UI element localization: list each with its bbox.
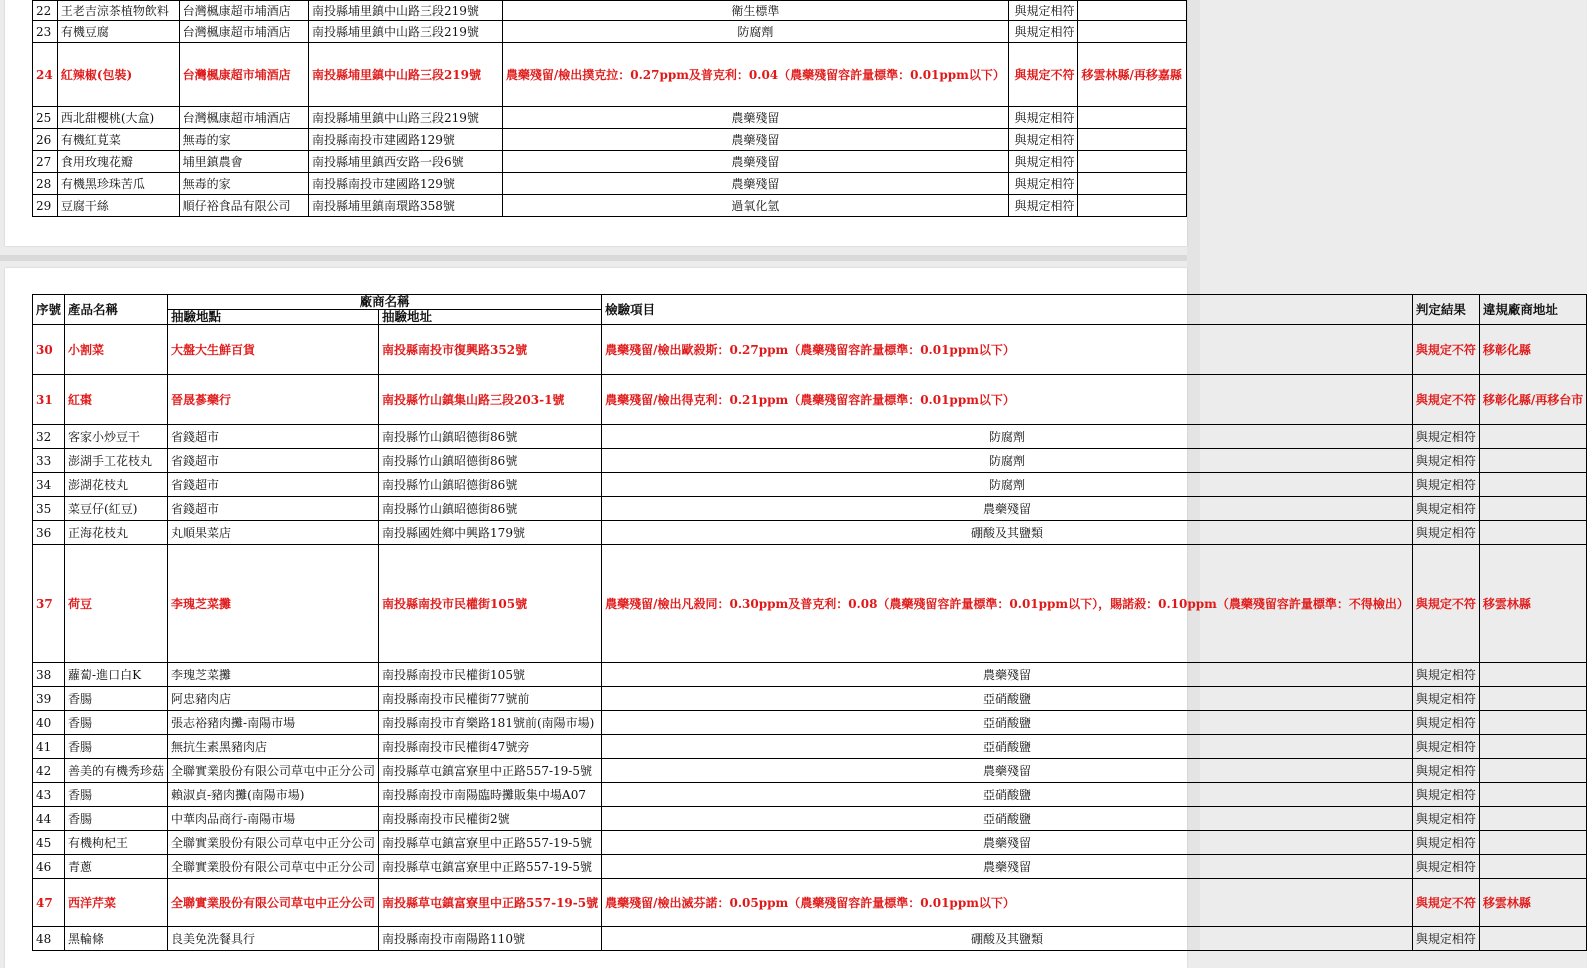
row-test-item: 農藥殘留/檢出凡殺同：0.30ppm及普克利：0.08（農藥殘留容許量標準：0.01ppm以下），賜諾殺：0.10ppm（農藥殘留容許量標準：不得檢出） — [602, 545, 1413, 663]
header-product: 產品名稱 — [65, 295, 168, 325]
row-test-item: 農藥殘留/檢出撲克拉：0.27ppm及普克利：0.04（農藥殘留容許量標準：0.01ppm以下） — [502, 43, 1008, 107]
row-test-item: 農藥殘留/檢出歐殺斯：0.27ppm（農藥殘留容許量標準：0.01ppm以下） — [602, 325, 1413, 375]
table-row — [33, 1, 1187, 21]
row-inspection-site: 張志裕豬肉攤-南陽市場 — [168, 711, 379, 735]
table-row — [33, 21, 1187, 43]
row-violator-address — [1479, 425, 1586, 449]
row-inspection-address: 南投縣草屯鎮富寮里中正路557-19-5號 — [379, 879, 602, 927]
row-number: 43 — [33, 783, 65, 807]
row-product-name: 澎湖花枝丸 — [65, 473, 168, 497]
row-inspection-address: 南投縣南投市復興路352號 — [379, 325, 602, 375]
row-inspection-site: 李瑰芝菜攤 — [168, 545, 379, 663]
row-inspection-site: 全聯實業股份有限公司草屯中正分公司 — [168, 879, 379, 927]
row-number: 32 — [33, 425, 65, 449]
row-test-item: 防腐劑 — [602, 425, 1413, 449]
table-row — [33, 43, 1187, 107]
table-row — [33, 735, 1587, 759]
row-inspection-site: 台灣楓康超市埔酒店 — [179, 107, 308, 129]
table-row — [33, 497, 1587, 521]
row-test-item: 農藥殘留 — [602, 759, 1413, 783]
row-test-item: 農藥殘留 — [602, 831, 1413, 855]
row-violator-address — [1479, 521, 1586, 545]
row-violator-address — [1479, 473, 1586, 497]
row-test-item: 農藥殘留 — [602, 497, 1413, 521]
row-number: 41 — [33, 735, 65, 759]
row-product-name: 小割菜 — [65, 325, 168, 375]
row-result: 與規定相符 — [1412, 783, 1479, 807]
row-violator-address — [1078, 1, 1187, 21]
row-test-item: 防腐劑 — [602, 449, 1413, 473]
row-number: 30 — [33, 325, 65, 375]
row-inspection-site: 全聯實業股份有限公司草屯中正分公司 — [168, 855, 379, 879]
row-number: 26 — [33, 129, 58, 151]
row-violator-address: 移雲林縣 — [1479, 879, 1586, 927]
inspection-table-page-2 — [32, 294, 1587, 951]
row-inspection-address: 南投縣竹山鎮昭德街86號 — [379, 497, 602, 521]
row-number: 35 — [33, 497, 65, 521]
row-result: 與規定相符 — [1412, 425, 1479, 449]
row-number: 40 — [33, 711, 65, 735]
row-product-name: 西北甜櫻桃(大盒) — [57, 107, 179, 129]
row-inspection-address: 南投縣埔里鎮中山路三段219號 — [308, 1, 502, 21]
row-inspection-address: 南投縣南投市育樂路181號前(南陽市場) — [379, 711, 602, 735]
row-inspection-address: 南投縣草屯鎮富寮里中正路557-19-5號 — [379, 855, 602, 879]
header-violator: 違規廠商地址 — [1479, 295, 1586, 325]
header-vendor: 廠商名稱 — [168, 295, 602, 310]
row-inspection-address: 南投縣國姓鄉中興路179號 — [379, 521, 602, 545]
row-violator-address — [1479, 497, 1586, 521]
table-row — [33, 375, 1587, 425]
row-inspection-site: 省錢超市 — [168, 497, 379, 521]
row-inspection-address: 南投縣南投市南陽路110號 — [379, 927, 602, 951]
row-result: 與規定相符 — [1412, 497, 1479, 521]
row-violator-address — [1078, 21, 1187, 43]
row-test-item: 硼酸及其鹽類 — [602, 927, 1413, 951]
row-inspection-address: 南投縣埔里鎮西安路一段6號 — [308, 151, 502, 173]
row-inspection-address: 南投縣竹山鎮昭德街86號 — [379, 449, 602, 473]
row-product-name: 黑輪條 — [65, 927, 168, 951]
row-result: 與規定相符 — [1008, 151, 1078, 173]
row-inspection-site: 大盤大生鮮百貨 — [168, 325, 379, 375]
row-product-name: 有機豆腐 — [57, 21, 179, 43]
row-result: 與規定相符 — [1008, 129, 1078, 151]
row-inspection-address: 南投縣竹山鎮昭德街86號 — [379, 473, 602, 497]
row-inspection-address: 南投縣埔里鎮中山路三段219號 — [308, 43, 502, 107]
row-product-name: 香腸 — [65, 783, 168, 807]
row-test-item: 亞硝酸鹽 — [602, 711, 1413, 735]
row-number: 31 — [33, 375, 65, 425]
row-violator-address — [1078, 129, 1187, 151]
row-inspection-address: 南投縣南投市民權街47號旁 — [379, 735, 602, 759]
row-inspection-site: 省錢超市 — [168, 449, 379, 473]
row-test-item: 農藥殘留 — [602, 855, 1413, 879]
row-inspection-site: 台灣楓康超市埔酒店 — [179, 43, 308, 107]
row-result: 與規定相符 — [1008, 1, 1078, 21]
row-result: 與規定相符 — [1008, 173, 1078, 195]
row-test-item: 衛生標準 — [502, 1, 1008, 21]
row-inspection-site: 晉晟蔘藥行 — [168, 375, 379, 425]
row-violator-address — [1479, 687, 1586, 711]
row-number: 25 — [33, 107, 58, 129]
row-result: 與規定相符 — [1412, 663, 1479, 687]
row-number: 36 — [33, 521, 65, 545]
inspection-table-page-1 — [32, 0, 1187, 217]
row-violator-address: 移彰化縣/再移台市 — [1479, 375, 1586, 425]
row-inspection-address: 南投縣埔里鎮中山路三段219號 — [308, 107, 502, 129]
row-product-name: 王老吉涼茶植物飲料 — [57, 1, 179, 21]
row-inspection-address: 南投縣南投市南陽臨時攤販集中場A07 — [379, 783, 602, 807]
row-number: 44 — [33, 807, 65, 831]
row-result: 與規定不符 — [1412, 879, 1479, 927]
row-number: 28 — [33, 173, 58, 195]
row-number: 39 — [33, 687, 65, 711]
row-result: 與規定不符 — [1412, 325, 1479, 375]
row-result: 與規定不符 — [1412, 545, 1479, 663]
row-inspection-site: 全聯實業股份有限公司草屯中正分公司 — [168, 831, 379, 855]
row-inspection-site: 省錢超市 — [168, 473, 379, 497]
row-inspection-address: 南投縣南投市民權街105號 — [379, 545, 602, 663]
row-inspection-address: 南投縣竹山鎮昭德街86號 — [379, 425, 602, 449]
row-product-name: 香腸 — [65, 711, 168, 735]
row-violator-address — [1479, 449, 1586, 473]
table-row — [33, 173, 1187, 195]
row-number: 22 — [33, 1, 58, 21]
document-page-1 — [5, 0, 1187, 246]
row-product-name: 正海花枝丸 — [65, 521, 168, 545]
row-inspection-address: 南投縣南投市建國路129號 — [308, 173, 502, 195]
row-violator-address — [1078, 195, 1187, 217]
row-result: 與規定相符 — [1008, 107, 1078, 129]
row-number: 45 — [33, 831, 65, 855]
row-number: 37 — [33, 545, 65, 663]
row-inspection-site: 無毒的家 — [179, 173, 308, 195]
row-violator-address — [1479, 711, 1586, 735]
row-violator-address: 移雲林縣/再移嘉縣 — [1078, 43, 1187, 107]
table-row — [33, 545, 1587, 663]
row-violator-address — [1479, 663, 1586, 687]
row-product-name: 香腸 — [65, 807, 168, 831]
row-number: 42 — [33, 759, 65, 783]
row-number: 33 — [33, 449, 65, 473]
row-product-name: 蘿蔔-進口白K — [65, 663, 168, 687]
row-violator-address — [1479, 927, 1586, 951]
row-inspection-address: 南投縣草屯鎮富寮里中正路557-19-5號 — [379, 759, 602, 783]
table-row — [33, 927, 1587, 951]
row-result: 與規定相符 — [1412, 735, 1479, 759]
row-result: 與規定相符 — [1412, 521, 1479, 545]
row-number: 23 — [33, 21, 58, 43]
row-test-item: 農藥殘留/檢出得克利：0.21ppm（農藥殘留容許量標準：0.01ppm以下） — [602, 375, 1413, 425]
row-test-item: 農藥殘留 — [602, 663, 1413, 687]
row-inspection-address: 南投縣南投市民權街77號前 — [379, 687, 602, 711]
row-product-name: 香腸 — [65, 735, 168, 759]
table-row — [33, 831, 1587, 855]
row-inspection-site: 順仔裕食品有限公司 — [179, 195, 308, 217]
row-product-name: 有機黑珍珠苦瓜 — [57, 173, 179, 195]
row-product-name: 有機紅莧菜 — [57, 129, 179, 151]
table-row — [33, 759, 1587, 783]
row-result: 與規定相符 — [1412, 711, 1479, 735]
page-separator — [0, 255, 1187, 261]
row-number: 46 — [33, 855, 65, 879]
row-violator-address: 移彰化縣 — [1479, 325, 1586, 375]
row-test-item: 防腐劑 — [602, 473, 1413, 497]
table-row — [33, 807, 1587, 831]
row-violator-address: 移雲林縣 — [1479, 545, 1586, 663]
row-product-name: 西洋芹菜 — [65, 879, 168, 927]
row-inspection-address: 南投縣竹山鎮集山路三段203-1號 — [379, 375, 602, 425]
row-result: 與規定相符 — [1008, 21, 1078, 43]
row-test-item: 亞硝酸鹽 — [602, 783, 1413, 807]
row-test-item: 農藥殘留 — [502, 151, 1008, 173]
table-row — [33, 855, 1587, 879]
row-result: 與規定相符 — [1412, 449, 1479, 473]
row-inspection-site: 中華肉品商行-南陽市場 — [168, 807, 379, 831]
row-violator-address — [1479, 783, 1586, 807]
row-test-item: 農藥殘留 — [502, 173, 1008, 195]
row-violator-address — [1479, 831, 1586, 855]
row-inspection-address: 南投縣南投市民權街105號 — [379, 663, 602, 687]
row-inspection-address: 南投縣埔里鎮南環路358號 — [308, 195, 502, 217]
row-violator-address — [1078, 173, 1187, 195]
row-inspection-site: 全聯實業股份有限公司草屯中正分公司 — [168, 759, 379, 783]
row-number: 48 — [33, 927, 65, 951]
row-inspection-site: 埔里鎮農會 — [179, 151, 308, 173]
row-violator-address — [1479, 855, 1586, 879]
row-inspection-site: 阿忠豬肉店 — [168, 687, 379, 711]
row-result: 與規定相符 — [1412, 831, 1479, 855]
header-result: 判定結果 — [1412, 295, 1479, 325]
row-test-item: 硼酸及其鹽類 — [602, 521, 1413, 545]
document-page-2 — [5, 268, 1584, 968]
row-product-name: 香腸 — [65, 687, 168, 711]
row-inspection-site: 李瑰芝菜攤 — [168, 663, 379, 687]
row-test-item: 防腐劑 — [502, 21, 1008, 43]
row-inspection-address: 南投縣南投市建國路129號 — [308, 129, 502, 151]
header-site: 抽驗地點 — [168, 310, 379, 325]
table-row — [33, 151, 1187, 173]
row-inspection-site: 無抗生素黑豬肉店 — [168, 735, 379, 759]
table-row — [33, 521, 1587, 545]
header-address: 抽驗地址 — [379, 310, 602, 325]
row-number: 34 — [33, 473, 65, 497]
row-product-name: 食用玫瑰花瓣 — [57, 151, 179, 173]
row-number: 24 — [33, 43, 58, 107]
table-row — [33, 687, 1587, 711]
row-result: 與規定相符 — [1412, 855, 1479, 879]
row-product-name: 客家小炒豆干 — [65, 425, 168, 449]
table-row — [33, 879, 1587, 927]
table-row — [33, 425, 1587, 449]
row-number: 29 — [33, 195, 58, 217]
row-test-item: 過氧化氫 — [502, 195, 1008, 217]
row-number: 38 — [33, 663, 65, 687]
row-test-item: 農藥殘留/檢出滅芬諾：0.05ppm（農藥殘留容許量標準：0.01ppm以下） — [602, 879, 1413, 927]
row-result: 與規定相符 — [1412, 927, 1479, 951]
row-product-name: 有機枸杞王 — [65, 831, 168, 855]
table-row — [33, 783, 1587, 807]
row-test-item: 亞硝酸鹽 — [602, 735, 1413, 759]
row-inspection-site: 賴淑貞-豬肉攤(南陽市場) — [168, 783, 379, 807]
row-test-item: 農藥殘留 — [502, 107, 1008, 129]
row-product-name: 豆腐干絲 — [57, 195, 179, 217]
table-row — [33, 129, 1187, 151]
row-test-item: 亞硝酸鹽 — [602, 687, 1413, 711]
row-violator-address — [1479, 807, 1586, 831]
row-inspection-site: 省錢超市 — [168, 425, 379, 449]
row-product-name: 紅棗 — [65, 375, 168, 425]
row-number: 47 — [33, 879, 65, 927]
table-row — [33, 195, 1187, 217]
row-violator-address — [1078, 151, 1187, 173]
row-violator-address — [1078, 107, 1187, 129]
table-row — [33, 663, 1587, 687]
row-test-item: 亞硝酸鹽 — [602, 807, 1413, 831]
row-product-name: 善美的有機秀珍菇 — [65, 759, 168, 783]
table-row — [33, 711, 1587, 735]
row-product-name: 荷豆 — [65, 545, 168, 663]
table-row — [33, 107, 1187, 129]
row-result: 與規定不符 — [1008, 43, 1078, 107]
row-result: 與規定相符 — [1412, 807, 1479, 831]
row-inspection-site: 台灣楓康超市埔酒店 — [179, 21, 308, 43]
row-product-name: 菜豆仔(紅豆) — [65, 497, 168, 521]
row-inspection-site: 丸順果菜店 — [168, 521, 379, 545]
row-product-name: 澎湖手工花枝丸 — [65, 449, 168, 473]
row-result: 與規定相符 — [1008, 195, 1078, 217]
row-result: 與規定不符 — [1412, 375, 1479, 425]
row-violator-address — [1479, 735, 1586, 759]
row-result: 與規定相符 — [1412, 687, 1479, 711]
row-number: 27 — [33, 151, 58, 173]
row-inspection-site: 台灣楓康超市埔酒店 — [179, 1, 308, 21]
row-inspection-address: 南投縣草屯鎮富寮里中正路557-19-5號 — [379, 831, 602, 855]
row-inspection-site: 無毒的家 — [179, 129, 308, 151]
row-product-name: 紅辣椒(包裝) — [57, 43, 179, 107]
table-row — [33, 325, 1587, 375]
header-no: 序號 — [33, 295, 65, 325]
row-violator-address — [1479, 759, 1586, 783]
row-test-item: 農藥殘留 — [502, 129, 1008, 151]
row-inspection-address: 南投縣南投市民權街2號 — [379, 807, 602, 831]
row-result: 與規定相符 — [1412, 759, 1479, 783]
table-row — [33, 473, 1587, 497]
row-result: 與規定相符 — [1412, 473, 1479, 497]
header-item: 檢驗項目 — [602, 295, 1413, 325]
row-inspection-site: 良美免洗餐具行 — [168, 927, 379, 951]
row-inspection-address: 南投縣埔里鎮中山路三段219號 — [308, 21, 502, 43]
row-product-name: 青蔥 — [65, 855, 168, 879]
table-row — [33, 449, 1587, 473]
